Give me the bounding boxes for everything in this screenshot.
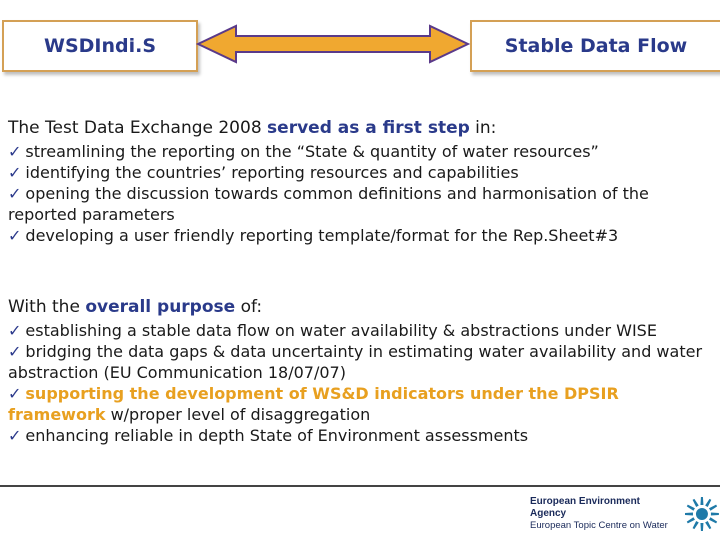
section1-intro [8, 118, 713, 139]
section2-intro-suffix: of: [235, 297, 263, 317]
bullet-item [8, 341, 713, 383]
bullet-item [8, 183, 713, 225]
checkmark-icon: ✓ [8, 184, 22, 203]
bullet-item [8, 320, 713, 341]
bullet-text: establishing a stable data flow on water availability & abstractions under WISE [25, 321, 657, 340]
eea-name: European Environment Agency [530, 496, 641, 519]
checkmark-icon: ✓ [8, 384, 22, 403]
checkmark-icon: ✓ [8, 342, 22, 361]
stable-data-flow-box [470, 20, 720, 72]
section-overall-purpose [8, 297, 713, 446]
eea-logo [530, 496, 720, 532]
wsdindis-box [2, 20, 198, 72]
eea-logo-text [530, 496, 678, 532]
checkmark-icon: ✓ [8, 163, 22, 182]
bullet-item [8, 425, 713, 446]
eea-sunburst-logo-icon [684, 496, 720, 532]
wsdindis-label: WSDIndi.S [43, 35, 157, 57]
bullet-text: w/proper level of disaggregation [105, 405, 371, 424]
checkmark-icon: ✓ [8, 142, 22, 161]
bullet-item [8, 162, 713, 183]
section1-intro-prefix: The Test Data Exchange 2008 [8, 118, 268, 138]
section1-intro-suffix: in: [469, 118, 497, 138]
bullet-text: identifying the countries’ reporting resources and capabilities [25, 163, 519, 182]
section2-intro-emphasis: overall purpose [85, 297, 236, 317]
bullet-item [8, 225, 713, 246]
etc-water-name: European Topic Centre on Water [530, 520, 668, 531]
bullet-item-highlight [8, 383, 713, 425]
bullet-text: enhancing reliable in depth State of Environment assessments [25, 426, 529, 445]
bullet-text: developing a user friendly reporting template/format for the Rep.Sheet#3 [25, 226, 619, 245]
bullet-text: streamlining the reporting on the “State & quantity of water resources” [25, 142, 599, 161]
checkmark-icon: ✓ [8, 426, 22, 445]
highlight-text: supporting the development of WS&D indicators under the DPSIR framework [8, 384, 619, 424]
bullet-item [8, 141, 713, 162]
section1-intro-emphasis: served as a first step [267, 118, 470, 138]
checkmark-icon: ✓ [8, 321, 22, 340]
section-test-data-exchange [8, 118, 713, 246]
bullet-text: bridging the data gaps & data uncertainty in estimating water availability and water abstraction (EU Communication 18/07/07) [8, 342, 703, 382]
double-arrow-icon [196, 24, 470, 64]
section2-intro-prefix: With the [8, 297, 86, 317]
bullet-text: opening the discussion towards common definitions and harmonisation of the reported parameters [8, 184, 649, 224]
section2-intro [8, 297, 713, 318]
checkmark-icon: ✓ [8, 226, 22, 245]
footer-divider [0, 485, 720, 487]
stable-data-flow-label: Stable Data Flow [504, 35, 688, 57]
